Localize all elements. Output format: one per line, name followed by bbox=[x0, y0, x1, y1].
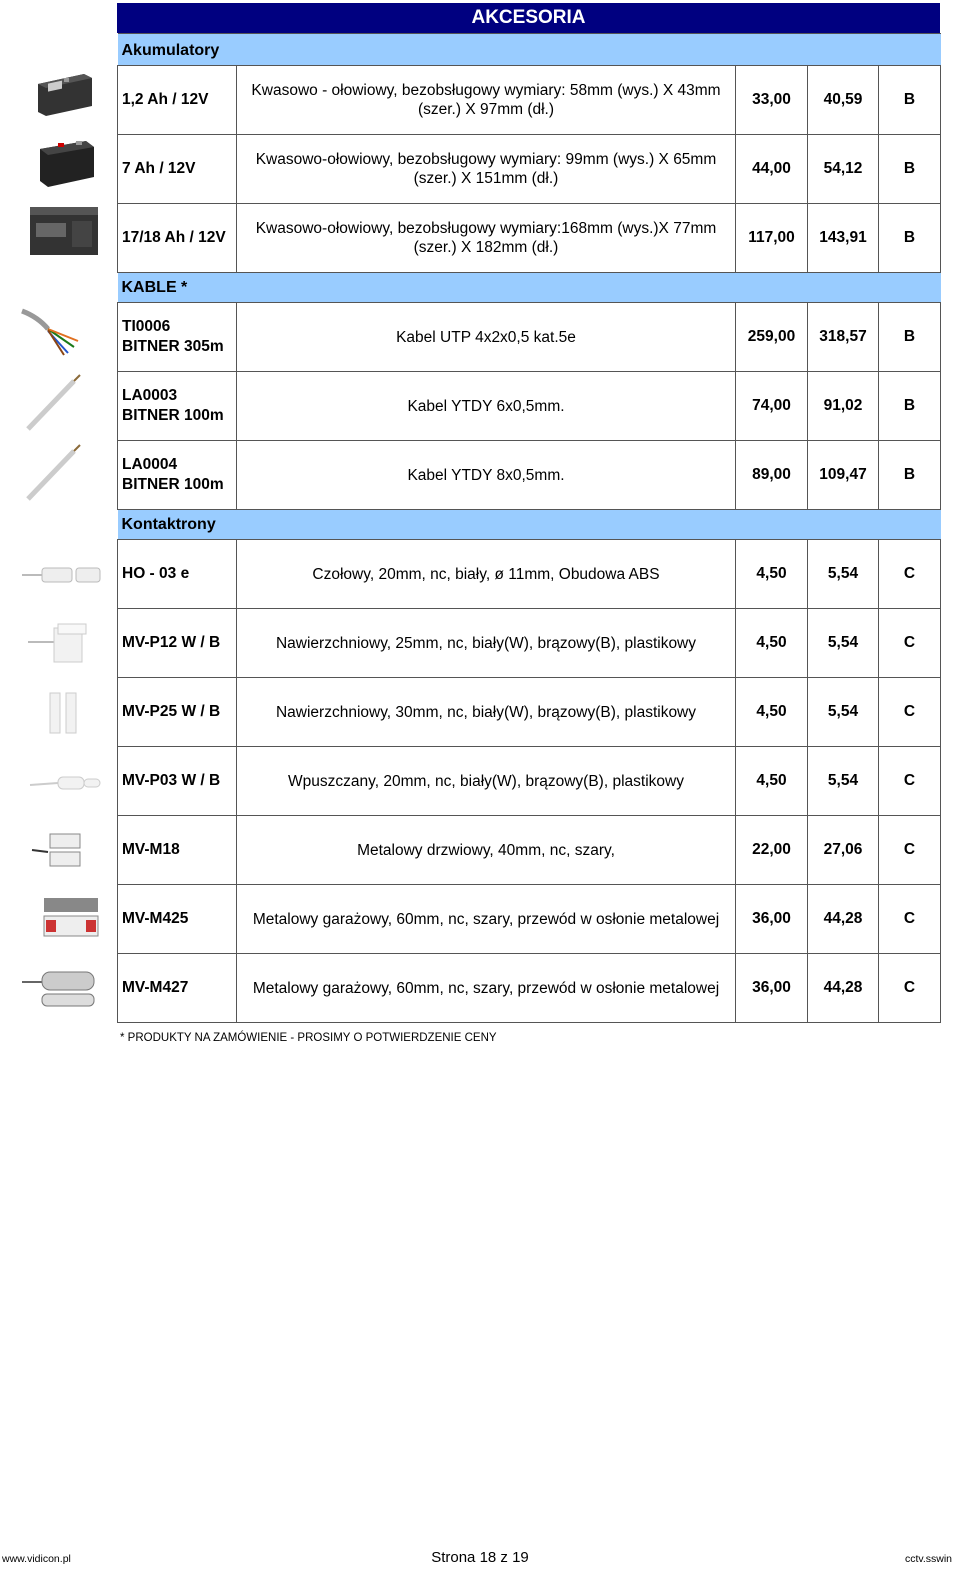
product-code: 17/18 Ah / 12V bbox=[118, 204, 237, 273]
price-gross: 91,02 bbox=[808, 372, 879, 441]
section-header-kable bbox=[118, 273, 941, 303]
price-gross: 143,91 bbox=[808, 204, 879, 273]
code-line: TI0006 bbox=[122, 318, 171, 335]
price-gross: 5,54 bbox=[808, 609, 879, 678]
product-description: Wpuszczany, 20mm, nc, biały(W), brązowy(B), plastikowy bbox=[237, 747, 736, 816]
price-gross: 44,28 bbox=[808, 885, 879, 954]
description-line: (szer.) X 182mm (dł.) bbox=[413, 239, 559, 256]
garage-contact-icon bbox=[18, 892, 108, 950]
price-gross: 109,47 bbox=[808, 441, 879, 510]
code-line: LA0004 bbox=[122, 456, 178, 473]
price-net: 4,50 bbox=[736, 678, 808, 747]
price-net: 74,00 bbox=[736, 372, 808, 441]
product-code: MV-P03 W / B bbox=[118, 747, 237, 816]
product-code: MV-P25 W / B bbox=[118, 678, 237, 747]
product-code: MV-P12 W / B bbox=[118, 609, 237, 678]
table-row bbox=[118, 954, 941, 1023]
price-group: C bbox=[879, 954, 941, 1023]
battery-medium-icon bbox=[18, 133, 108, 191]
price-gross: 5,54 bbox=[808, 678, 879, 747]
product-description: Nawierzchniowy, 30mm, nc, biały(W), brązowy(B), plastikowy bbox=[237, 678, 736, 747]
table-row bbox=[118, 747, 941, 816]
product-thumbnails bbox=[0, 0, 117, 1040]
product-description: Metalowy drzwiowy, 40mm, nc, szary, bbox=[237, 816, 736, 885]
section-title: Kontaktrony bbox=[118, 510, 941, 540]
table-row bbox=[118, 303, 941, 372]
product-code: MV-M425 bbox=[118, 885, 237, 954]
product-code: MV-M18 bbox=[118, 816, 237, 885]
product-description bbox=[237, 135, 736, 204]
reed-switch-surface-icon bbox=[18, 616, 108, 674]
table-row bbox=[118, 135, 941, 204]
product-description: Metalowy garażowy, 60mm, nc, szary, przewód w osłonie metalowej bbox=[237, 954, 736, 1023]
table-row bbox=[118, 816, 941, 885]
reed-switch-recessed-icon bbox=[18, 755, 108, 813]
price-group: C bbox=[879, 609, 941, 678]
code-line: BITNER 100m bbox=[122, 407, 224, 424]
price-gross: 318,57 bbox=[808, 303, 879, 372]
footer-website: www.vidicon.pl bbox=[2, 1553, 71, 1565]
description-line: (szer.) X 97mm (dł.) bbox=[417, 101, 555, 118]
utp-cable-icon bbox=[18, 303, 108, 361]
price-group: C bbox=[879, 540, 941, 609]
price-group: B bbox=[879, 303, 941, 372]
description-line: Kwasowo - ołowiowy, bezobsługowy wymiary: 58mm (wys.) X 43mm bbox=[251, 82, 721, 99]
price-group: B bbox=[879, 441, 941, 510]
product-code bbox=[118, 372, 237, 441]
garage-contact-armored-icon bbox=[18, 962, 108, 1020]
price-group: C bbox=[879, 678, 941, 747]
reed-switch-metal-icon bbox=[18, 822, 108, 880]
section-header-kontaktrony bbox=[118, 510, 941, 540]
table-row bbox=[118, 441, 941, 510]
product-description: Metalowy garażowy, 60mm, nc, szary, przewód w osłonie metalowej bbox=[237, 885, 736, 954]
price-group: C bbox=[879, 747, 941, 816]
description-line: Kwasowo-ołowiowy, bezobsługowy wymiary: 99mm (wys.) X 65mm bbox=[255, 151, 717, 168]
reed-switch-pair-icon bbox=[18, 685, 108, 743]
price-table bbox=[117, 33, 941, 1023]
code-line: BITNER 305m bbox=[122, 338, 224, 355]
product-code bbox=[118, 303, 237, 372]
price-net: 22,00 bbox=[736, 816, 808, 885]
price-net: 36,00 bbox=[736, 885, 808, 954]
price-group: B bbox=[879, 372, 941, 441]
price-gross: 44,28 bbox=[808, 954, 879, 1023]
description-line: (szer.) X 151mm (dł.) bbox=[413, 170, 559, 187]
price-gross: 5,54 bbox=[808, 747, 879, 816]
product-code: 1,2 Ah / 12V bbox=[118, 66, 237, 135]
ytdy-cable-icon bbox=[18, 373, 108, 431]
product-code: HO - 03 e bbox=[118, 540, 237, 609]
price-net: 117,00 bbox=[736, 204, 808, 273]
section-title: KABLE * bbox=[118, 273, 941, 303]
price-net: 4,50 bbox=[736, 540, 808, 609]
section-title: Akumulatory bbox=[118, 34, 941, 66]
code-line: LA0003 bbox=[122, 387, 178, 404]
price-net: 89,00 bbox=[736, 441, 808, 510]
section-header-akumulatory bbox=[118, 34, 941, 66]
product-description bbox=[237, 66, 736, 135]
price-group: C bbox=[879, 885, 941, 954]
price-net: 36,00 bbox=[736, 954, 808, 1023]
description-line: Kwasowo-ołowiowy, bezobsługowy wymiary:168mm (wys.)X 77mm bbox=[255, 220, 717, 237]
table-row bbox=[118, 678, 941, 747]
price-net: 33,00 bbox=[736, 66, 808, 135]
order-footnote: * PRODUKTY NA ZAMÓWIENIE - PROSIMY O POTWIERDZENIE CENY bbox=[120, 1032, 497, 1044]
ytdy-cable-icon bbox=[18, 443, 108, 501]
product-code bbox=[118, 441, 237, 510]
price-group: B bbox=[879, 66, 941, 135]
price-group: B bbox=[879, 204, 941, 273]
code-line: BITNER 100m bbox=[122, 476, 224, 493]
table-row bbox=[118, 885, 941, 954]
table-row bbox=[118, 204, 941, 273]
product-code: 7 Ah / 12V bbox=[118, 135, 237, 204]
product-code: MV-M427 bbox=[118, 954, 237, 1023]
product-description: Czołowy, 20mm, nc, biały, ø 11mm, Obudowa ABS bbox=[237, 540, 736, 609]
product-description: Nawierzchniowy, 25mm, nc, biały(W), brązowy(B), plastikowy bbox=[237, 609, 736, 678]
product-description: Kabel YTDY 6x0,5mm. bbox=[237, 372, 736, 441]
price-group: B bbox=[879, 135, 941, 204]
table-row bbox=[118, 372, 941, 441]
product-description: Kabel UTP 4x2x0,5 kat.5e bbox=[237, 303, 736, 372]
battery-large-icon bbox=[18, 201, 108, 259]
price-gross: 54,12 bbox=[808, 135, 879, 204]
price-gross: 27,06 bbox=[808, 816, 879, 885]
footer-right-text: cctv.sswin bbox=[904, 1553, 952, 1565]
table-row bbox=[118, 609, 941, 678]
price-net: 4,50 bbox=[736, 747, 808, 816]
price-net: 4,50 bbox=[736, 609, 808, 678]
reed-switch-round-icon bbox=[18, 546, 108, 604]
product-description bbox=[237, 204, 736, 273]
page-number: Strona 18 z 19 bbox=[431, 1549, 529, 1566]
page-title: AKCESORIA bbox=[117, 3, 940, 33]
table-row bbox=[118, 540, 941, 609]
price-group: C bbox=[879, 816, 941, 885]
price-gross: 40,59 bbox=[808, 66, 879, 135]
battery-small-icon bbox=[18, 62, 108, 120]
price-net: 44,00 bbox=[736, 135, 808, 204]
product-description: Kabel YTDY 8x0,5mm. bbox=[237, 441, 736, 510]
price-gross: 5,54 bbox=[808, 540, 879, 609]
table-row bbox=[118, 66, 941, 135]
price-net: 259,00 bbox=[736, 303, 808, 372]
